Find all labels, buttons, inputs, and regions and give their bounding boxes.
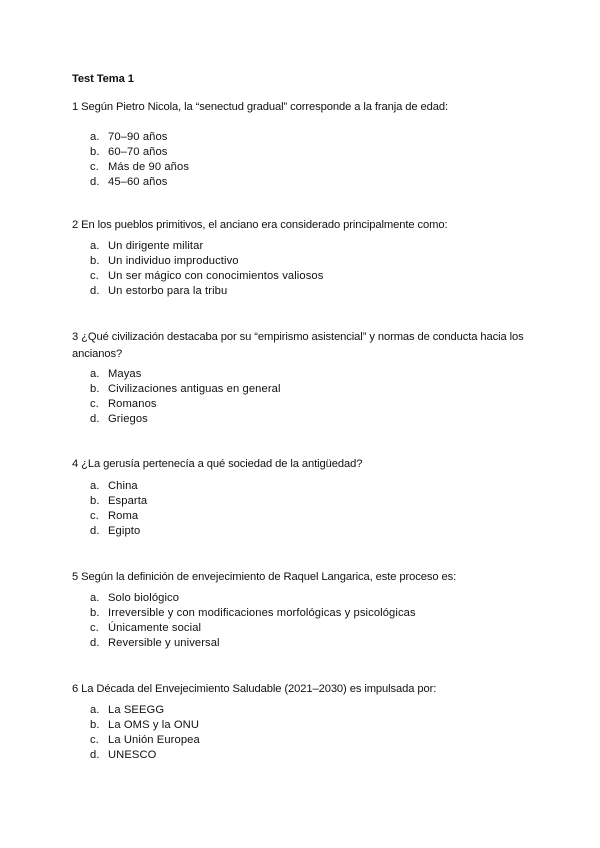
- option-letter: c.: [90, 510, 99, 522]
- option-5d: [90, 636, 416, 651]
- option-6c: [90, 733, 200, 748]
- question-5-options: [90, 591, 416, 651]
- option-text: 70–90 años: [108, 131, 168, 143]
- option-text: 60–70 años: [108, 146, 168, 158]
- option-text: Romanos: [108, 398, 157, 410]
- option-text: Únicamente social: [108, 622, 202, 634]
- option-letter: b.: [90, 607, 100, 619]
- option-text: Solo biológico: [108, 592, 180, 604]
- question-2-text: 2 En los pueblos primitivos, el anciano era considerado principalmente como:: [72, 219, 448, 231]
- question-6-text: 6 La Década del Envejecimiento Saludable (2021–2030) es impulsada por:: [72, 683, 437, 695]
- option-letter: c.: [90, 161, 99, 173]
- option-letter: d.: [90, 637, 100, 649]
- option-1b: [90, 145, 189, 160]
- question-1-options: [90, 130, 189, 190]
- option-letter: b.: [90, 255, 100, 267]
- option-1d: [90, 175, 189, 190]
- option-2c: [90, 269, 323, 284]
- option-4a: [90, 479, 147, 494]
- option-3c: [90, 397, 281, 412]
- option-text: Un ser mágico con conocimientos valiosos: [108, 270, 324, 282]
- question-3-options: [90, 367, 281, 427]
- option-text: China: [108, 480, 138, 492]
- option-4b: [90, 494, 147, 509]
- option-text: Civilizaciones antiguas en general: [108, 383, 281, 395]
- option-letter: a.: [90, 131, 100, 143]
- option-letter: b.: [90, 383, 100, 395]
- option-text: Irreversible y con modificaciones morfológicas y psicológicas: [108, 607, 416, 619]
- option-5a: [90, 591, 416, 606]
- option-letter: d.: [90, 525, 100, 537]
- option-letter: d.: [90, 176, 100, 188]
- option-4d: [90, 524, 147, 539]
- option-text: Griegos: [108, 413, 148, 425]
- question-2-options: [90, 239, 323, 299]
- option-2b: [90, 254, 323, 269]
- question-6-options: [90, 703, 200, 763]
- option-letter: a.: [90, 480, 100, 492]
- page-title: Test Tema 1: [72, 73, 134, 85]
- option-letter: a.: [90, 592, 100, 604]
- option-6b: [90, 718, 200, 733]
- option-3b: [90, 382, 281, 397]
- option-text: Egipto: [108, 525, 141, 537]
- option-letter: a.: [90, 368, 100, 380]
- option-text: UNESCO: [108, 749, 157, 761]
- option-letter: d.: [90, 413, 100, 425]
- option-text: Un estorbo para la tribu: [108, 285, 228, 297]
- question-1-text: 1 Según Pietro Nicola, la “senectud gradual” corresponde a la franja de edad:: [72, 101, 449, 113]
- option-3a: [90, 367, 281, 382]
- option-5b: [90, 606, 416, 621]
- option-letter: b.: [90, 146, 100, 158]
- question-5-text: 5 Según la definición de envejecimiento de Raquel Langarica, este proceso es:: [72, 571, 457, 583]
- option-1c: [90, 160, 189, 175]
- option-2a: [90, 239, 323, 254]
- option-text: 45–60 años: [108, 176, 168, 188]
- option-letter: d.: [90, 285, 100, 297]
- question-4-options: [90, 479, 147, 539]
- question-3-text: 3 ¿Qué civilización destacaba por su “empirismo asistencial” y normas de conducta hacia los ancianos?: [72, 331, 524, 360]
- option-text: La OMS y la ONU: [108, 719, 200, 731]
- option-letter: d.: [90, 749, 100, 761]
- option-letter: a.: [90, 240, 100, 252]
- option-letter: c.: [90, 622, 99, 634]
- option-5c: [90, 621, 416, 636]
- option-letter: c.: [90, 734, 99, 746]
- option-letter: c.: [90, 270, 99, 282]
- option-6a: [90, 703, 200, 718]
- option-text: Esparta: [108, 495, 148, 507]
- option-text: Un dirigente militar: [108, 240, 204, 252]
- option-text: La Unión Europea: [108, 734, 200, 746]
- option-text: Reversible y universal: [108, 637, 220, 649]
- option-text: Mayas: [108, 368, 142, 380]
- option-text: Roma: [108, 510, 139, 522]
- option-1a: [90, 130, 189, 145]
- option-text: Un individuo improductivo: [108, 255, 239, 267]
- option-3d: [90, 412, 281, 427]
- option-text: La SEEGG: [108, 704, 165, 716]
- option-2d: [90, 284, 323, 299]
- option-text: Más de 90 años: [108, 161, 190, 173]
- option-4c: [90, 509, 147, 524]
- option-6d: [90, 748, 200, 763]
- option-letter: b.: [90, 719, 100, 731]
- option-letter: c.: [90, 398, 99, 410]
- question-4-text: 4 ¿La gerusía pertenecía a qué sociedad de la antigüedad?: [72, 458, 363, 470]
- option-letter: a.: [90, 704, 100, 716]
- option-letter: b.: [90, 495, 100, 507]
